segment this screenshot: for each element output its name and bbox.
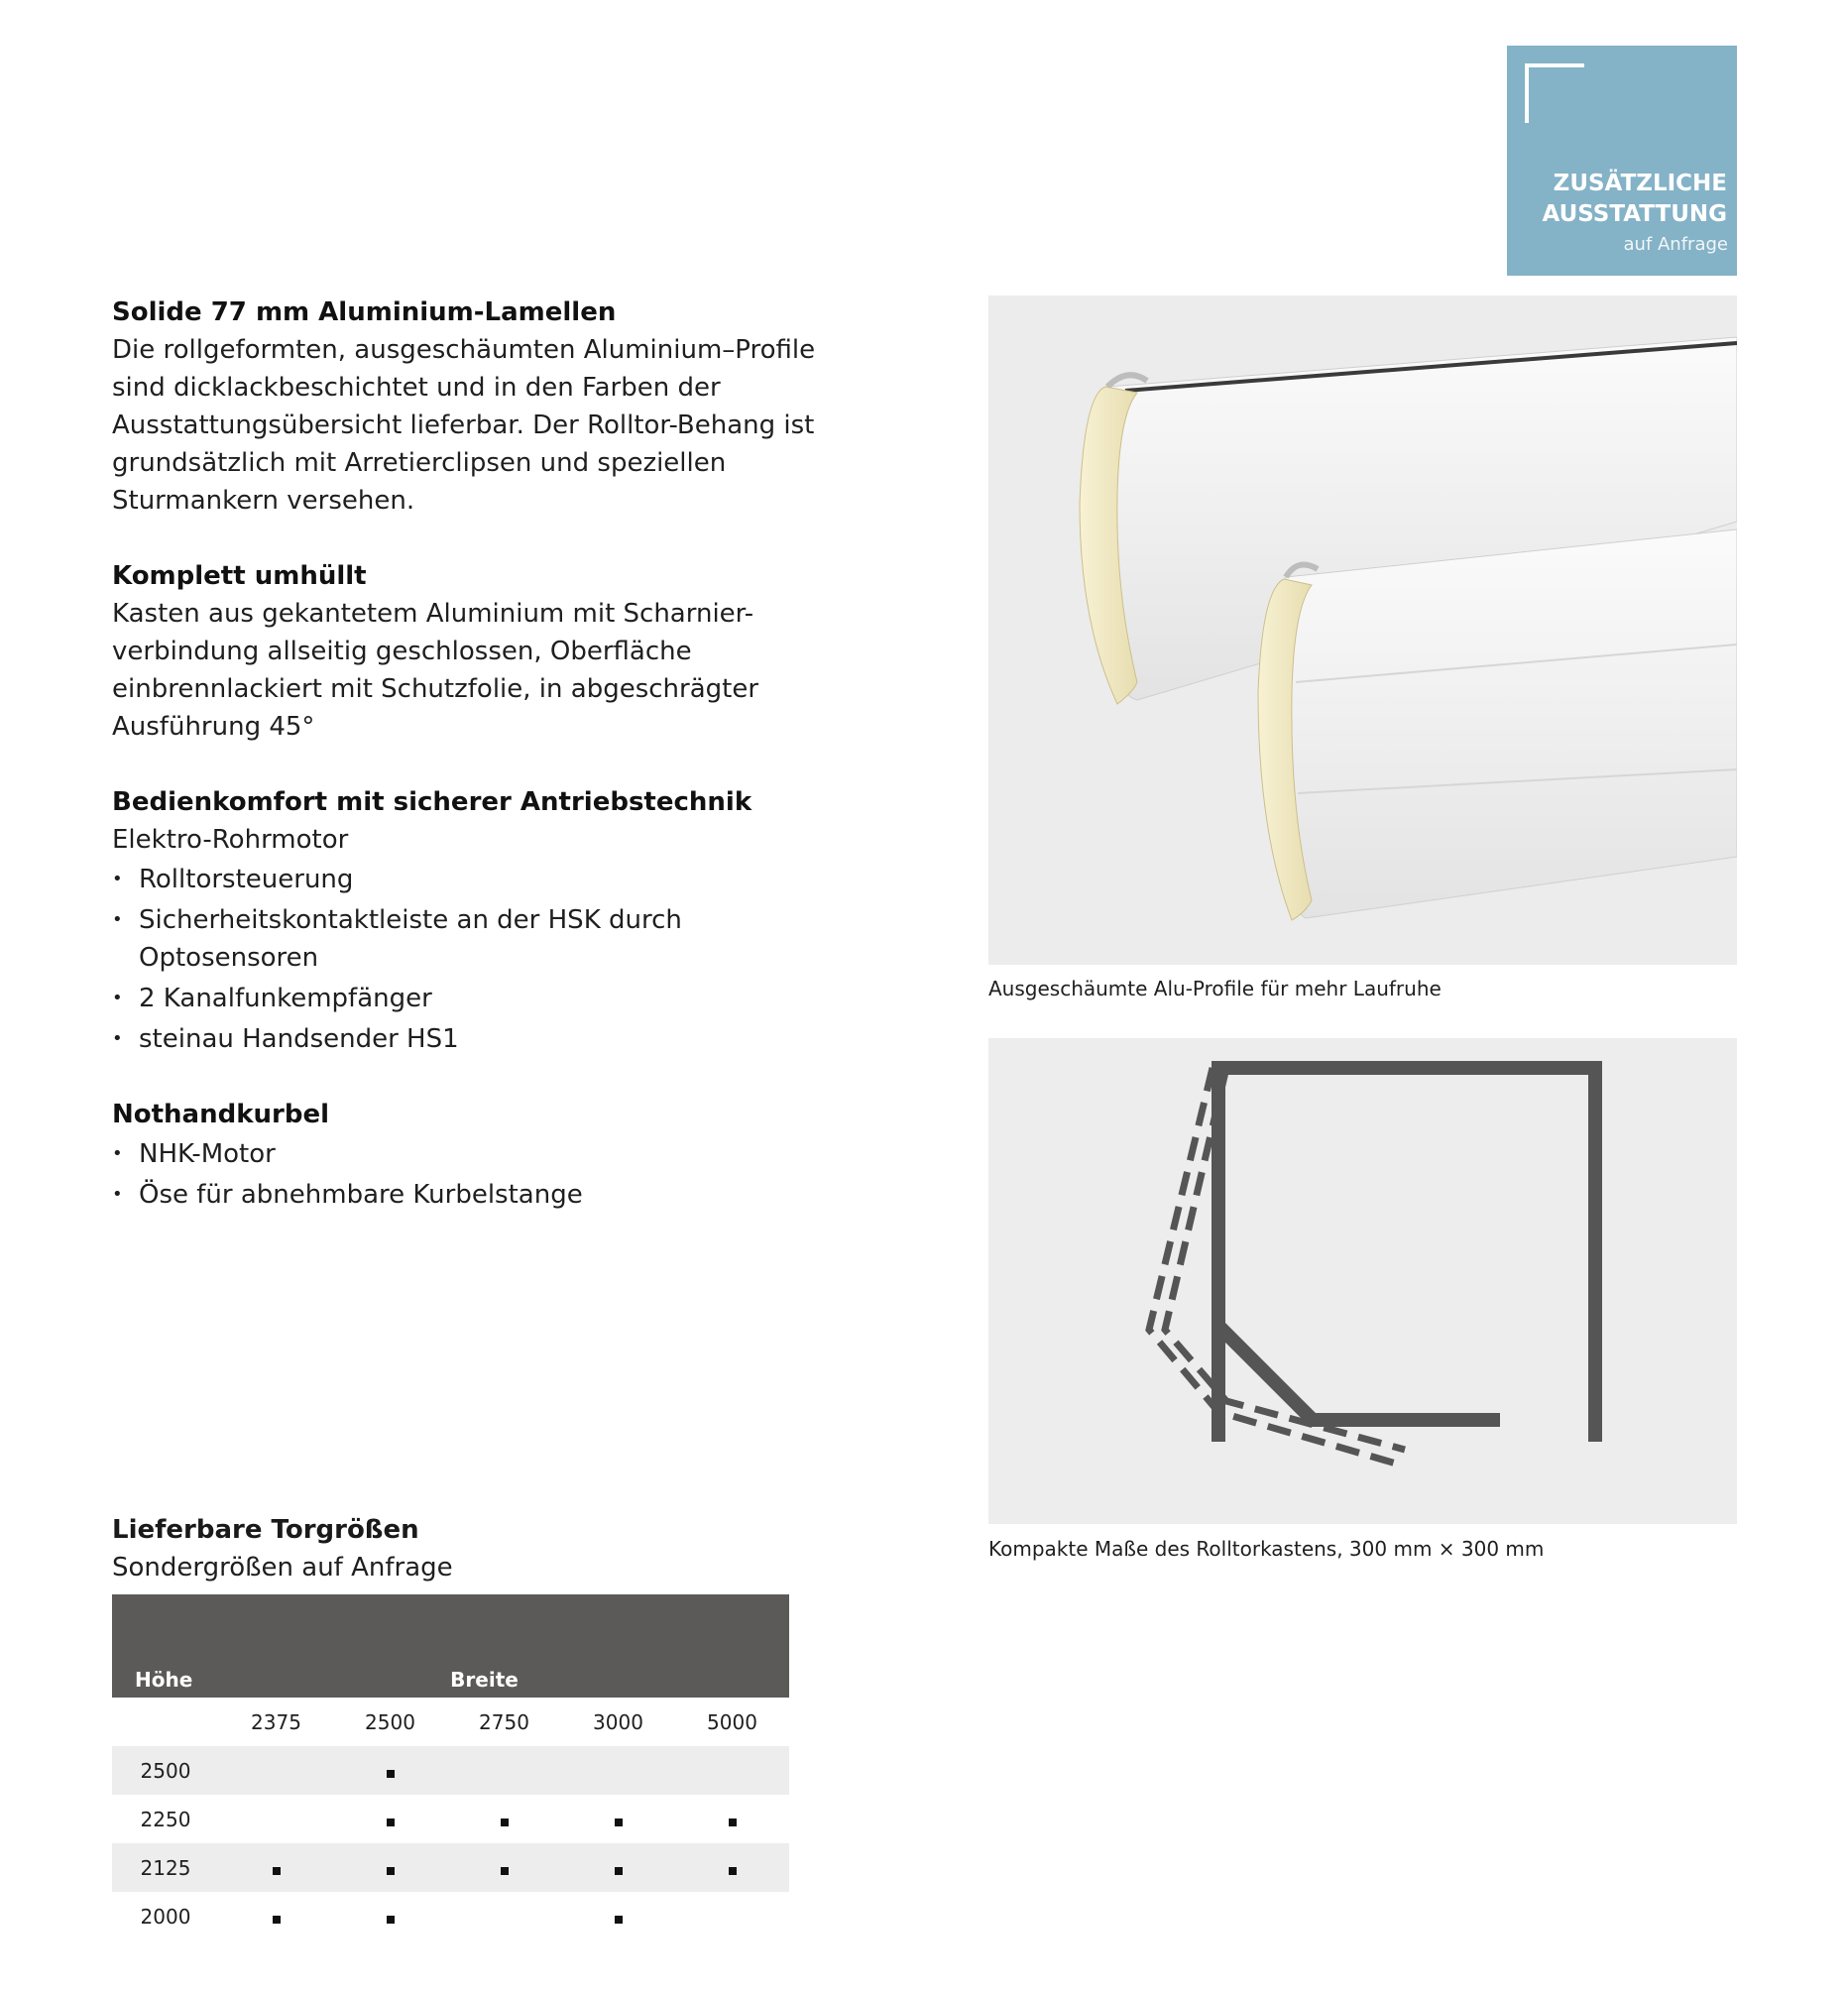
availability-cell [219, 1843, 333, 1892]
section-title: Solide 77 mm Aluminium-Lamellen [112, 297, 617, 327]
table-header-row [112, 1594, 789, 1698]
available-marker-icon [729, 1818, 737, 1826]
available-marker-icon [615, 1867, 623, 1875]
feature-list [112, 861, 866, 1058]
availability-cell [447, 1892, 561, 1940]
badge-title: ZUSÄTZLICHE AUSSTATTUNG [1542, 171, 1727, 227]
available-marker-icon [501, 1867, 509, 1875]
availability-cell [561, 1746, 675, 1795]
availability-cell [561, 1795, 675, 1843]
availability-cell [333, 1746, 447, 1795]
width-label: 3000 [593, 1709, 643, 1734]
availability-cell [219, 1892, 333, 1940]
diagram-caption: Kompakte Maße des Rolltorkastens, 300 mm × 300 mm [988, 1537, 1545, 1561]
available-marker-icon [273, 1916, 281, 1924]
width-label: 5000 [707, 1709, 757, 1734]
available-marker-icon [387, 1916, 395, 1924]
availability-cell [675, 1795, 789, 1843]
section-antrieb [112, 783, 866, 1058]
table-row [112, 1746, 789, 1795]
table-row [112, 1843, 789, 1892]
feature-column [112, 293, 866, 1217]
list-item: • 2 Kanalfunkempfänger [112, 980, 866, 1017]
feature-list [112, 1135, 866, 1214]
available-marker-icon [273, 1867, 281, 1875]
availability-cell [675, 1843, 789, 1892]
sizes-table [112, 1594, 789, 1940]
header-breite: Breite [219, 1594, 789, 1698]
lamellen-photo [988, 295, 1737, 965]
corner-bracket-icon [1525, 63, 1584, 123]
availability-cell [333, 1795, 447, 1843]
available-marker-icon [387, 1770, 395, 1778]
availability-cell [333, 1843, 447, 1892]
available-marker-icon [729, 1867, 737, 1875]
width-label: 2375 [251, 1709, 301, 1734]
section-title: Nothandkurbel [112, 1100, 330, 1129]
sizes-section [112, 1511, 789, 1929]
section-umhuellt [112, 557, 866, 746]
available-marker-icon [387, 1867, 395, 1875]
availability-cell [447, 1746, 561, 1795]
list-item: • NHK-Motor [112, 1135, 866, 1173]
availability-cell [675, 1746, 789, 1795]
availability-cell [219, 1746, 333, 1795]
availability-cell [561, 1843, 675, 1892]
sizes-subtitle: Sondergrößen auf Anfrage [112, 1553, 453, 1583]
table-row [112, 1892, 789, 1940]
list-item: • Öse für abnehmbare Kurbelstange [112, 1176, 866, 1214]
height-label: 2000 [140, 1904, 191, 1929]
availability-cell [219, 1795, 333, 1843]
aluminium-profile-image [988, 295, 1737, 965]
rolltorkasten-diagram [988, 1038, 1737, 1524]
table-row [112, 1795, 789, 1843]
list-item: • Sicherheitskontaktleiste an der HSK durch Optosensoren [112, 901, 866, 977]
list-item: • Rolltorsteuerung [112, 861, 866, 898]
section-text: Kasten aus gekantetem Aluminium mit Scharnier-verbindung allseitig geschlossen, Oberfläche einbrennlackiert mit Schutzfolie, in abgeschrägter Ausführung 45° [112, 599, 759, 742]
photo-caption: Ausgeschäumte Alu-Profile für mehr Laufruhe [988, 977, 1442, 1000]
availability-cell [447, 1795, 561, 1843]
sizes-title: Lieferbare Torgrößen [112, 1515, 419, 1545]
list-item: • steinau Handsender HS1 [112, 1020, 866, 1058]
available-marker-icon [615, 1818, 623, 1826]
width-label: 2750 [479, 1709, 529, 1734]
available-marker-icon [387, 1818, 395, 1826]
available-marker-icon [615, 1916, 623, 1924]
section-kurbel [112, 1096, 866, 1214]
box-diagram [988, 1038, 1737, 1524]
height-label: 2250 [140, 1807, 191, 1831]
section-lamellen [112, 293, 866, 520]
section-title: Bedienkomfort mit sicherer Antriebstechnik [112, 787, 752, 817]
available-marker-icon [501, 1818, 509, 1826]
badge-subtitle: auf Anfrage [1623, 234, 1728, 255]
width-label: 2500 [365, 1709, 415, 1734]
availability-cell [675, 1892, 789, 1940]
availability-cell [447, 1843, 561, 1892]
section-intro: Elektro-Rohrmotor [112, 825, 349, 855]
section-title: Komplett umhüllt [112, 561, 367, 591]
availability-cell [561, 1892, 675, 1940]
section-text: Die rollgeformten, ausgeschäumten Aluminium–Profile sind dicklackbeschichtet und in den Farben der Ausstattungsübersicht lieferbar. Der Rolltor-Behang ist grundsätzlich mit Arretierclipsen und speziellen Sturmankern versehen. [112, 335, 816, 516]
header-hoehe: Höhe [112, 1594, 219, 1698]
height-label: 2500 [112, 1746, 219, 1795]
info-badge [1507, 46, 1737, 276]
width-header-row [112, 1698, 789, 1746]
availability-cell [333, 1892, 447, 1940]
height-label: 2125 [112, 1843, 219, 1892]
